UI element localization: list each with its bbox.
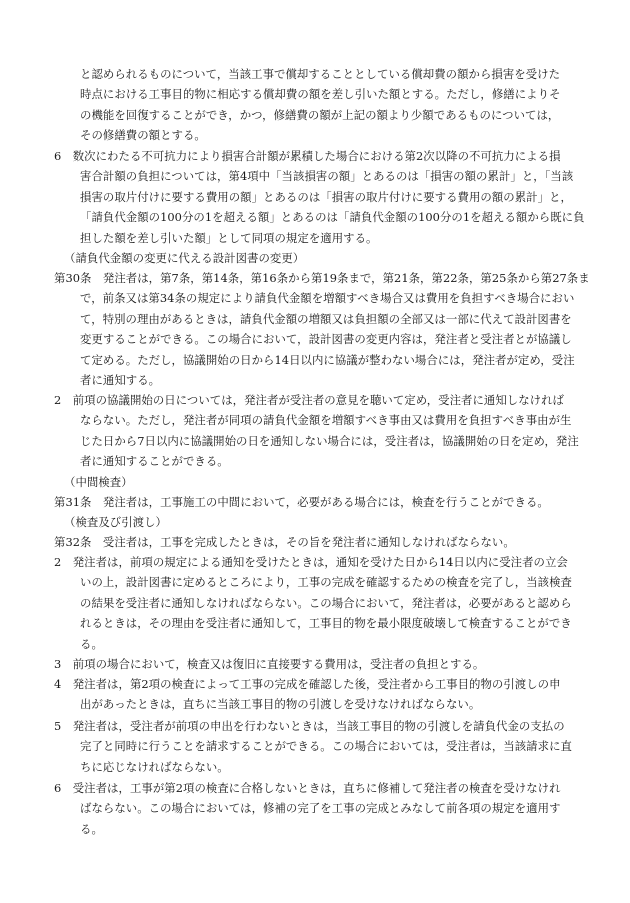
article-30-caption: （請負代金額の変更に代える設計図書の変更） <box>64 251 305 265</box>
article-32-paragraph-2: 2 発注者は，前項の規定による通知を受けたときは，通知を受けた日から14日以内に受注者の立会 いの上，設計図書に定めるところにより，工事の完成を確認するための検査を完了し，当該検査 の結果を受注者に通知しなければならない。この場合において，発注者は，必要があると認めら れるときは，その理由を受注者に通知して，工事目的物を最小限度破壊して検査することができ る。 <box>54 555 572 651</box>
article-32: 第32条 受注者は，工事を完成したときは，その旨を発注者に通知しなければならない。 <box>54 535 515 549</box>
article-32-paragraph-6: 6 受注者は，工事が第2項の検査に合格しないときは，直ちに修補して発注者の検査を受けなけれ ばならない。この場合においては，修補の完了を工事の完成とみなして前各項の規定を適用す る。 <box>54 781 561 836</box>
article-31: 第31条 発注者は，工事施工の中間において，必要がある場合には，検査を行うことができる。 <box>54 495 549 509</box>
article-32-paragraph-4: 4 発注者は，第2項の検査によって工事の完成を確認した後，受注者から工事目的物の引渡しの申 出があったときは，直ちに当該工事目的物の引渡しを受けなければならない。 <box>54 677 561 712</box>
article-32-caption: （検査及び引渡し） <box>64 515 167 529</box>
article-30-paragraph-2: 2 前項の協議開始の日については，発注者が受注者の意見を聴いて定め，受注者に通知しなければ ならない。ただし，発注者が同項の請負代金額を増額すべき事由又は費用を負担すべき事由が生 じた日から7日以内に協議開始の日を通知しない場合には，受注者は，協議開始の日を定め，発注 者に通知することができる。 <box>54 393 579 469</box>
article-32-paragraph-5: 5 発注者は，受注者が前項の申出を行わないときは，当該工事目的物の引渡しを請負代金の支払の 完了と同時に行うことを請求することができる。この場合においては，受注者は，当該請求に直 ちに応じなければならない。 <box>54 719 572 774</box>
article-32-paragraph-3: 3 前項の場合において，検査又は復旧に直接要する費用は，受注者の負担とする。 <box>54 657 485 671</box>
article-31-caption: （中間検査） <box>64 475 133 489</box>
continued-paragraph: と認められるものについて，当該工事で償却することとしている償却費の額から損害を受けた 時点における工事目的物に相応する償却費の額を差し引いた額とする。ただし，修繕によりそ の機能を回復することができ，かつ，修繕費の額が上記の額より少額であるものについては， その修繕費の額とする。 <box>80 67 561 143</box>
paragraph-6: 6 数次にわたる不可抗力により損害合計額が累積した場合における第2次以降の不可抗力による損 害合計額の負担については，第4項中「当該損害の額」とあるのは「損害の額の累計」と，「当該 損害の取片付けに要する費用の額」とあるのは「損害の取片付けに要する費用の額の累計」と， 「請負代金額の100分の1を超える額」とあるのは「請負代金額の100分の1を超える額から既に負 担した額を差し引いた額」として同項の規定を適用する。 <box>54 149 585 245</box>
article-30: 第30条 発注者は，第7条，第14条，第16条から第19条まで，第21条，第22条，第25条から第27条ま で，前条又は第34条の規定により請負代金額を増額すべき場合又は費用を負担すべき場合におい て，特別の理由があるときは，請負代金額の増額又は負担額の全部又は一部に代えて設計図書を 変更することができる。この場合において，設計図書の変更内容は，発注者と受注者とが協議し て定める。ただし，協議開始の日から14日以内に協議が整わない場合には，発注者が定め，受注 者に通知する。 <box>54 271 590 388</box>
